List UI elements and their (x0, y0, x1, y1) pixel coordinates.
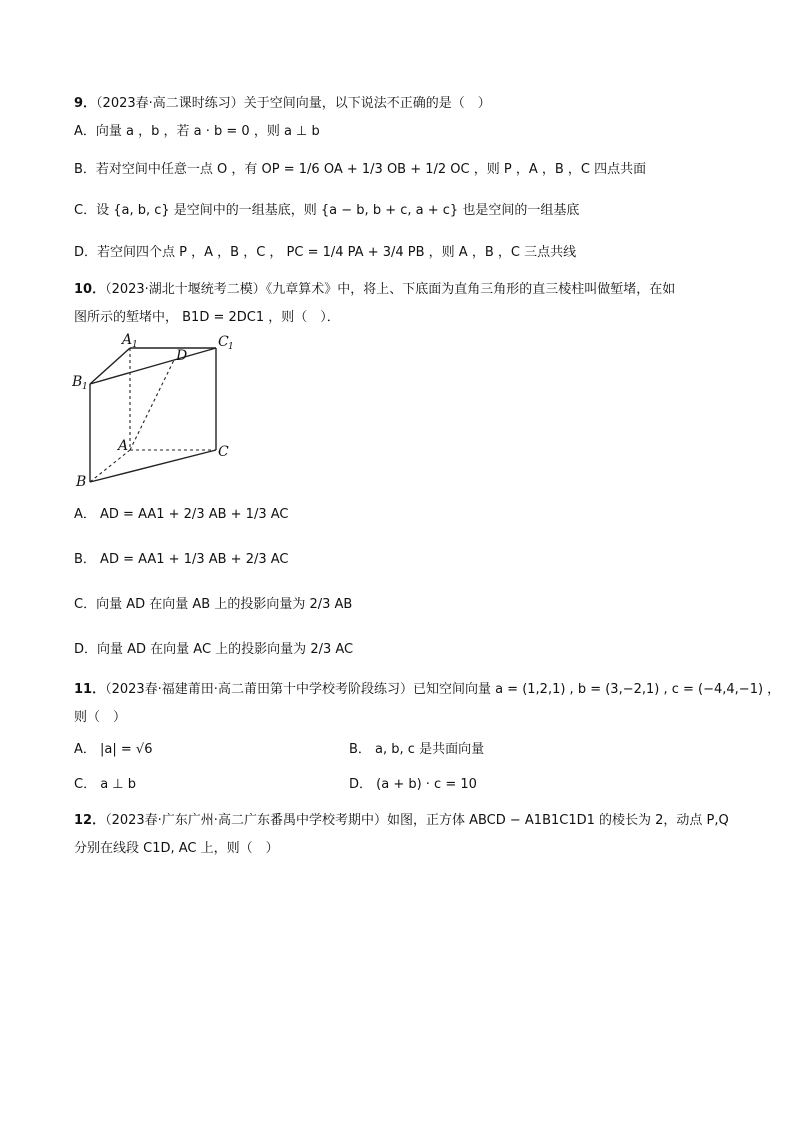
q9-stem: 9．（2023春·高二课时练习）关于空间向量，以下说法不正确的是（ ） (74, 96, 491, 111)
q9-option-a: A．向量 a ，b ，若 a · b = 0 ，则 a ⊥ b (74, 124, 320, 139)
label-a1-sub: 1 (132, 340, 138, 350)
question-number: 10． (74, 282, 106, 297)
q12-stem-line2: 分别在线段 C1D, AC 上，则（ ） (74, 841, 279, 856)
label-c: C (218, 444, 229, 460)
question-number: 9． (74, 96, 97, 111)
label-d: D (176, 348, 188, 364)
q10-stem-line2: 图所示的堑堵中， B1D = 2DC1 ，则（ ）． (74, 310, 340, 325)
label-c1-sub: 1 (228, 342, 234, 352)
q9-option-b: B．若对空间中任意一点 O ，有 OP = 1/6 OA + 1/3 OB + 1/2 OC ，则 P ，A ，B ，C 四点共面 (74, 162, 647, 177)
q10-option-c: C．向量 AD 在向量 AB 上的投影向量为 2/3 AB (74, 597, 353, 612)
label-c1: C (218, 334, 229, 350)
q11-option-b: B． a, b, c 是共面向量 (349, 742, 485, 757)
q11-stem-line2: 则（ ） (74, 710, 127, 725)
label-b1: B (72, 374, 83, 390)
q11-option-d: D． (a + b) · c = 10 (349, 777, 477, 792)
q10-option-d: D．向量 AD 在向量 AC 上的投影向量为 2/3 AC (74, 642, 354, 657)
label-a1: A (122, 332, 133, 348)
question-number: 12． (74, 813, 106, 828)
q11-option-c: C． a ⊥ b (74, 777, 137, 792)
q12-stem-line1: 12．（2023春·广东广州·高二广东番禺中学校考期中）如图，正方体 ABCD − A1B1C1D1 的棱长为 2，动点 P,Q (74, 813, 729, 828)
q9-option-c: C．设 {a, b, c} 是空间中的一组基底，则 {a − b, b + c, a + c} 也是空间的一组基底 (74, 203, 580, 218)
label-b: B (76, 474, 87, 490)
edge-b1c1 (90, 348, 216, 384)
label-a: A (118, 438, 129, 454)
q10-option-b: B． AD = AA1 + 1/3 AB + 2/3 AC (74, 552, 289, 567)
q11-option-a: A． |a| = √6 (74, 742, 153, 757)
prism-figure (72, 330, 252, 490)
q10-stem-line1: 10．（2023·湖北十堰统考二模）《九章算术》中，将上、下底面为直角三角形的直三棱柱叫做堑堵，在如 (74, 282, 676, 297)
question-number: 11． (74, 682, 106, 697)
label-b1-sub: 1 (82, 382, 88, 392)
segment-ad-hidden (130, 360, 174, 450)
edge-bc (90, 450, 216, 482)
q10-option-a: A． AD = AA1 + 2/3 AB + 1/3 AC (74, 507, 289, 522)
q9-option-d: D．若空间四个点 P ，A ，B ，C ， PC = 1/4 PA + 3/4 PB ，则 A ，B ，C 三点共线 (74, 245, 577, 260)
q11-stem-line1: 11．（2023春·福建莆田·高二莆田第十中学校考阶段练习）已知空间向量 a = (1,2,1) , b = (3,−2,1) , c = (−4,4,−1) ， (74, 682, 781, 697)
